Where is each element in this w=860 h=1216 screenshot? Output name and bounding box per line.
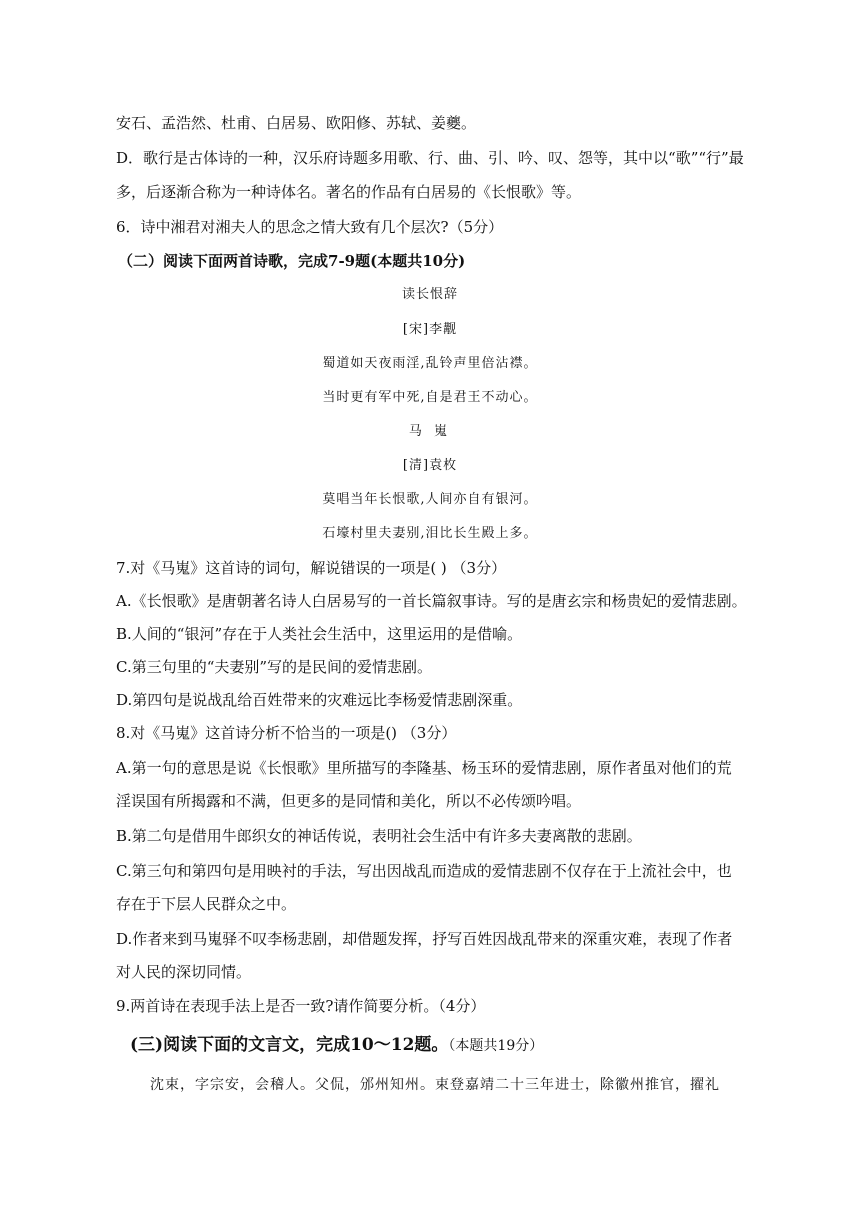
q8-option-a-cont: 淫误国有所揭露和不满，但更多的是同情和美化，所以不必传颂吟唱。 (116, 792, 582, 810)
q7-option-b: B.人间的“银河”存在于人类社会生活中，这里运用的是借喻。 (116, 625, 523, 643)
section-3-title: (三)阅读下面的文言文，完成10～12题。 (130, 1035, 449, 1055)
question-8-stem: 8.对《马嵬》这首诗分析不恰当的一项是() （3分） (116, 724, 457, 742)
poem2-author: [清]袁枚 (402, 458, 458, 473)
classical-text-line: 沈束，字宗安，会稽人。父侃，邠州知州。束登嘉靖二十三年进士，除徽州推官，擢礼 (150, 1077, 720, 1093)
poem2-line: 石壕村里夫妻别,泪比长生殿上多。 (322, 526, 538, 541)
q8-option-c: C.第三句和第四句是用映衬的手法，写出因战乱而造成的爱情悲剧不仅存在于上流社会中，也 (116, 862, 732, 880)
poem2-title: 马 嵬 (408, 424, 452, 439)
question-7-stem: 7.对《马嵬》这首诗的词句，解说错误的一项是( ) （3分） (116, 559, 507, 577)
text-line: 多，后逐渐合称为一种诗体名。著名的作品有白居易的《长恨歌》等。 (116, 183, 582, 201)
poem1-line: 当时更有军中死,自是君王不动心。 (322, 390, 538, 405)
text-line: D．歌行是古体诗的一种，汉乐府诗题多用歌、行、曲、引、吟、叹、怨等，其中以“歌”“行”最 (116, 149, 744, 167)
q8-option-d-cont: 对人民的深切同情。 (116, 963, 252, 981)
section-2-heading: （二）阅读下面两首诗歌，完成7-9题(本题共10分) (118, 252, 466, 270)
q8-option-b: B.第二句是借用牛郎织女的神话传说，表明社会生活中有许多夫妻离散的悲剧。 (116, 827, 642, 845)
q7-option-a: A.《长恨歌》是唐朝著名诗人白居易写的一首长篇叙事诗。写的是唐玄宗和杨贵妃的爱情悲剧。 (116, 592, 747, 610)
question-6: 6．诗中湘君对湘夫人的思念之情大致有几个层次?（5分） (116, 218, 504, 236)
question-9: 9.两首诗在表现手法上是否一致?请作简要分析。（4分） (116, 997, 486, 1015)
section-3-note: （本题共19分） (448, 1038, 544, 1054)
text-line: 安石、孟浩然、杜甫、白居易、欧阳修、苏轼、姜夔。 (116, 114, 477, 132)
poem1-line: 蜀道如天夜雨淫,乱铃声里倍沾襟。 (322, 356, 538, 371)
q8-option-c-cont: 存在于下层人民群众之中。 (116, 895, 297, 913)
q7-option-c: C.第三句里的“夫妻别”写的是民间的爱情悲剧。 (116, 658, 433, 676)
q8-option-d: D.作者来到马嵬驿不叹李杨悲剧，却借题发挥，抒写百姓因战乱带来的深重灾难，表现了作者 (116, 930, 733, 948)
section-3-heading (130, 1034, 543, 1057)
poem2-line: 莫唱当年长恨歌,人间亦自有银河。 (322, 492, 538, 507)
q8-option-a: A.第一句的意思是说《长恨歌》里所描写的李隆基、杨玉环的爱情悲剧，原作者虽对他们的荒 (116, 759, 732, 777)
q7-option-d: D.第四句是说战乱给百姓带来的灾难远比李杨爱情悲剧深重。 (116, 691, 523, 709)
poem1-title: 读长恨辞 (401, 287, 458, 302)
poem1-author: [宋]李觏 (402, 322, 458, 337)
